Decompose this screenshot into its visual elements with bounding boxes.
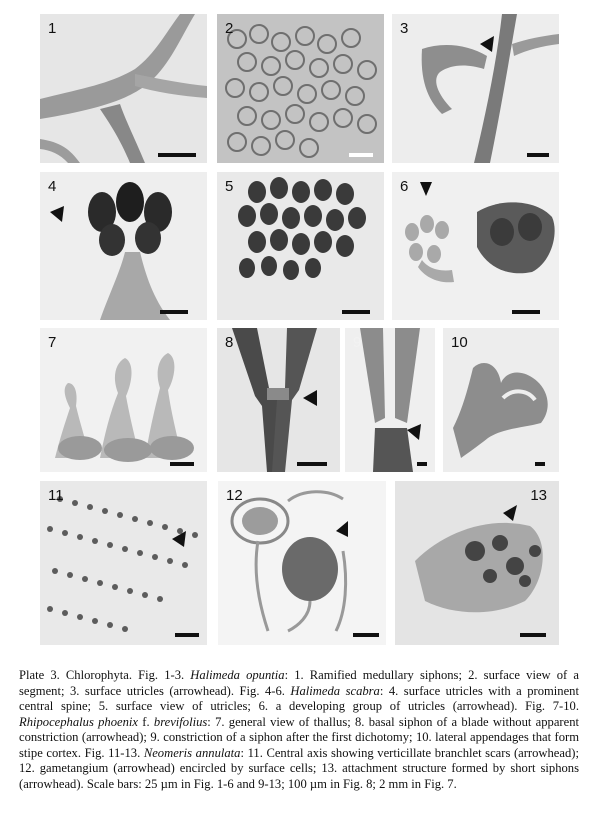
scale-bar [527,153,549,157]
species-name: brevifolius [153,714,208,729]
scale-bar [512,310,540,314]
micrograph-developing-utricles [392,172,559,320]
panel-number: 6 [400,178,409,195]
scale-bar [353,633,379,637]
figure-panel-2 [217,14,384,163]
scale-bar [417,462,427,466]
micrograph-segment-surface [217,14,384,163]
panel-number: 9 [353,334,362,351]
figure-panel-11 [40,481,207,645]
panel-number: 8 [225,334,234,351]
figure-panel-9 [345,328,435,472]
panel-number: 10 [451,334,468,351]
scale-bar [342,310,370,314]
figure-panel-6 [392,172,559,320]
caption-text: : 11. Central axis showing verticillate branchlet scars (arrowhead); 12. gametangium (arrowhead) encircled by surface cells; 13. attachment structure formed by short siphons (arrowhead). Scale bars: 25 µm in Fig. 1-6 and 9-13; 100 µm in Fig. 8; 2 mm in Fig. 7. [19,745,579,791]
panel-number: 1 [48,20,57,37]
scale-bar [158,153,196,157]
panel-number: 7 [48,334,57,351]
scale-bar [170,462,194,466]
micrograph-surface-utricles [392,14,559,163]
panel-number: 3 [400,20,409,37]
micrograph-basal-siphon [217,328,340,472]
figure-panel-8 [217,328,340,472]
micrograph-gametangium [218,481,386,645]
caption-text: : 4. surface utricles with a prominent central spine; 5. surface view of utricles; 6. a developing group of utricles (arrowhead). Fig. 7-10. [19,683,579,713]
figure-panel-3 [392,14,559,163]
micrograph-utricles-surface [217,172,384,320]
figure-panel-7 [40,328,207,472]
figure-panel-13 [395,481,559,645]
figure-panel-4 [40,172,207,320]
scale-bar [297,462,327,466]
scale-bar [535,462,545,466]
panel-number: 2 [225,20,234,37]
panel-number: 13 [530,487,547,504]
figure-panel-12 [218,481,386,645]
panel-number: 11 [48,487,64,504]
figure-panel-10 [443,328,559,472]
micrograph-thallus-general-view [40,328,207,472]
plate-caption [19,668,579,792]
panel-number: 4 [48,178,57,195]
scale-bar [175,633,199,637]
figure-panel-5 [217,172,384,320]
micrograph-utricles-spine [40,172,207,320]
species-name: Neomeris annulata [143,745,241,760]
panel-number: 5 [225,178,234,195]
scale-bar [520,633,546,637]
micrograph-medullary-siphons [40,14,207,163]
micrograph-central-axis-scars [40,481,207,645]
caption-text: Plate 3. Chlorophyta. Fig. 1-3. [19,668,191,682]
caption-text: f. [138,714,154,729]
species-name: Halimeda scabra [290,683,380,698]
species-name: Rhipocephalus phoenix [19,714,138,729]
figure-panel-1 [40,14,207,163]
species-name: Halimeda opuntia [190,668,285,682]
micrograph-attachment-structure [395,481,559,645]
caption-text: : 7. general view of thallus; 8. basal siphon of a blade without apparent constriction (arrowhead); 9. constriction of a siphon after the first dichotomy; 10. lateral appendages that form stipe cortex. Fig. 11-13. [19,714,579,760]
scale-bar [349,153,373,157]
panel-number: 12 [226,487,243,504]
caption-text: : 1. Ramified medullary siphons; 2. surface view of a segment; 3. surface utricles (arrowhead). Fig. 4-6. [19,668,579,698]
scale-bar [160,310,188,314]
